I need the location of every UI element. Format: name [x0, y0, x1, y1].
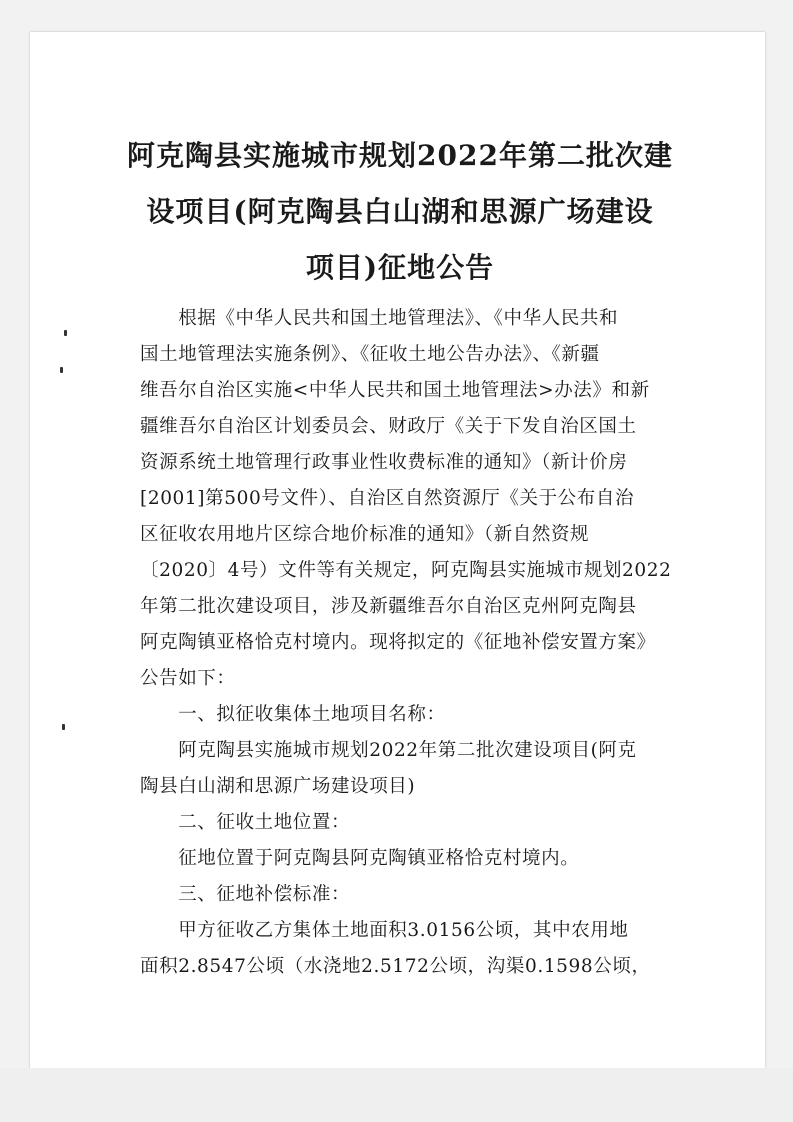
body-line: 年第二批次建设项目，涉及新疆维吾尔自治区克州阿克陶县	[140, 596, 637, 617]
body-line: [2001]第500号文件）、自治区自然资源厅《关于公布自治	[140, 488, 635, 509]
document-page	[30, 32, 765, 1068]
body-line: 维吾尔自治区实施<中华人民共和国土地管理法>办法》和新	[140, 380, 650, 401]
section-heading-1: 一、拟征收集体土地项目名称：	[140, 704, 446, 725]
body-line: 阿克陶镇亚格恰克村境内。现将拟定的《征地补偿安置方案》	[140, 632, 656, 653]
body-line: 资源系统土地管理行政事业性收费标准的通知》（新计价房	[140, 452, 628, 473]
body-line: 〔2020〕4号）文件等有关规定，阿克陶县实施城市规划2022	[140, 560, 672, 581]
body-line: 陶县白山湖和思源广场建设项目)	[140, 776, 416, 797]
body-line: 区征收农用地片区综合地价标准的通知》（新自然资规	[140, 524, 590, 545]
body-line: 甲方征收乙方集体土地面积3.0156公顷，其中农用地	[140, 920, 629, 941]
body-line: 征地位置于阿克陶县阿克陶镇亚格恰克村境内。	[140, 848, 580, 869]
body-line: 阿克陶县实施城市规划2022年第二批次建设项目(阿克	[140, 740, 637, 761]
notice-title-line-1: 阿克陶县实施城市规划2022年第二批次建	[127, 139, 673, 172]
body-line: 公告如下：	[140, 668, 236, 689]
scan-speck	[60, 367, 63, 373]
notice-title-line-2: 设项目(阿克陶县白山湖和思源广场建设	[146, 195, 654, 228]
section-heading-3: 三、征地补偿标准：	[140, 884, 351, 905]
scan-speck	[64, 330, 67, 336]
scan-speck	[62, 724, 65, 730]
section-heading-2: 二、征收土地位置：	[140, 812, 351, 833]
body-line: 国土地管理法实施条例》、《征收土地公告办法》、《新疆	[140, 344, 600, 365]
scan-margin	[0, 1068, 793, 1122]
body-line: 面积2.8547公顷（水浇地2.5172公顷，沟渠0.1598公顷，	[140, 956, 651, 977]
body-line: 根据《中华人民共和国土地管理法》、《中华人民共和	[140, 308, 619, 329]
body-line: 疆维吾尔自治区计划委员会、财政厅《关于下发自治区国土	[140, 416, 637, 437]
notice-title-line-3: 项目)征地公告	[305, 251, 495, 284]
